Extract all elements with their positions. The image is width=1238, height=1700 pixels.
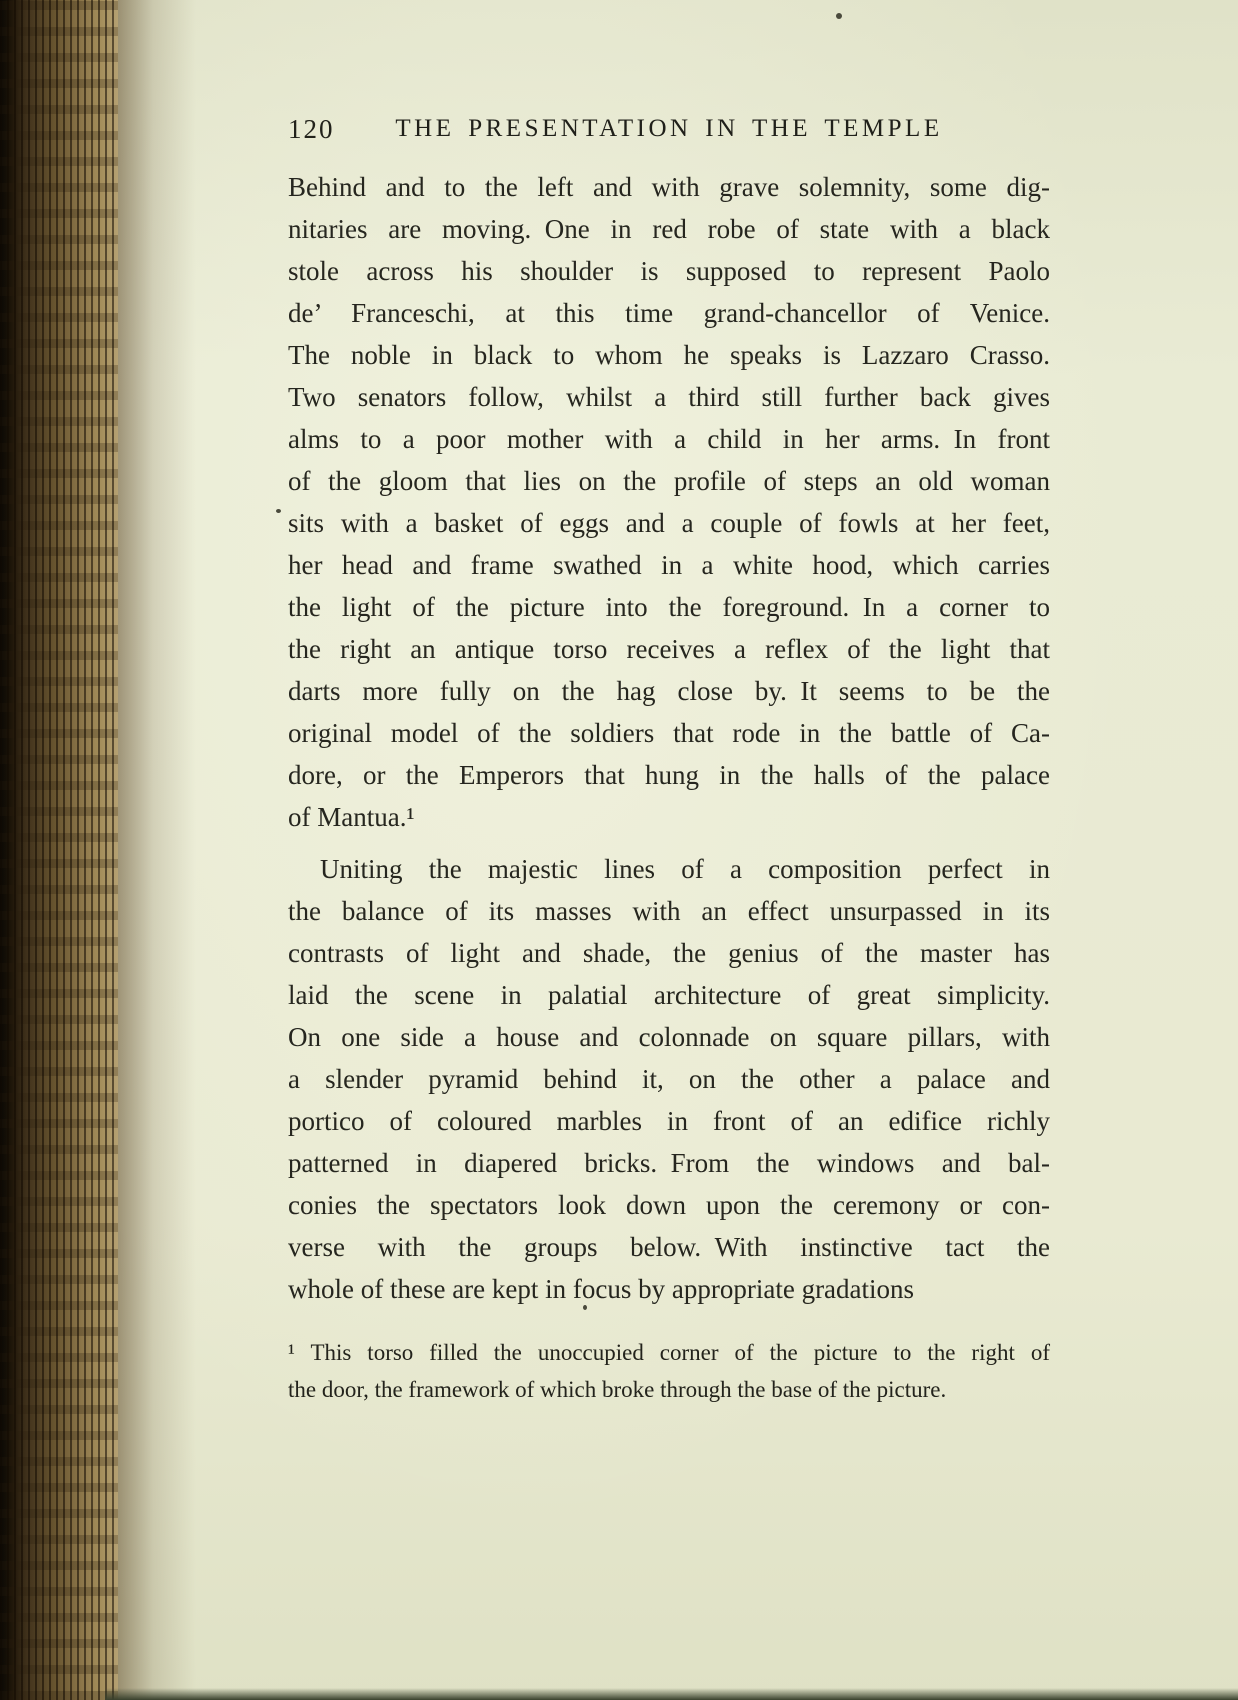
footnote-line: ¹ This torso filled the unoccupied corner of the picture to the right of [288,1340,1050,1365]
footnote-line: the door, the framework of which broke through the base of the picture. [288,1377,947,1402]
body-paragraphs [288,166,1050,1310]
text-line: original model of the soldiers that rode in the battle of Ca- [288,718,1050,748]
text-line: contrasts of light and shade, the genius of the master has [288,938,1050,968]
paragraph [288,848,1050,1310]
text-line: conies the spectators look down upon the ceremony or con- [288,1190,1050,1220]
book-spine-page-edges [0,0,118,1700]
scan-speck [276,509,281,513]
text-line: the right an antique torso receives a reflex of the light that [288,634,1050,664]
text-line: of Mantua.¹ [288,802,415,832]
running-header: THE PRESENTATION IN THE TEMPLE [395,115,943,142]
scan-speck [836,13,842,19]
text-line: portico of coloured marbles in front of an edifice richly [288,1106,1050,1136]
gutter-shadow [118,0,196,1700]
text-line: alms to a poor mother with a child in her arms. In front [288,424,1050,454]
text-line: verse with the groups below. With instinctive tact the [288,1232,1050,1262]
text-line: Uniting the majestic lines of a composition perfect in [320,854,1050,884]
text-line: Behind and to the left and with grave solemnity, some dig- [288,172,1050,202]
paragraph [288,166,1050,838]
text-line: of the gloom that lies on the profile of steps an old woman [288,466,1050,496]
footnote [288,1334,1050,1408]
text-line: whole of these are kept in focus by appropriate gradations [288,1274,915,1304]
text-line: The noble in black to whom he speaks is Lazzaro Crasso. [288,340,1050,370]
text-line: patterned in diapered bricks. From the windows and bal- [288,1148,1050,1178]
text-line: Two senators follow, whilst a third still further back gives [288,382,1050,412]
text-line: sits with a basket of eggs and a couple of fowls at her feet, [288,508,1050,538]
page-number: 120 [288,114,335,144]
text-line: the light of the picture into the foreground. In a corner to [288,592,1050,622]
text-line: nitaries are moving. One in red robe of state with a black [288,214,1050,244]
text-line: dore, or the Emperors that hung in the halls of the palace [288,760,1050,790]
text-line: laid the scene in palatial architecture of great simplicity. [288,980,1050,1010]
text-line: the balance of its masses with an effect unsurpassed in its [288,896,1050,926]
text-line: de’ Franceschi, at this time grand-chancellor of Venice. [288,298,1050,328]
text-column [288,108,1050,1408]
page-header-row [288,108,1050,150]
page-bottom-edge [105,1688,1238,1700]
text-line: a slender pyramid behind it, on the other a palace and [288,1064,1050,1094]
text-line: stole across his shoulder is supposed to represent Paolo [288,256,1050,286]
text-line: On one side a house and colonnade on square pillars, with [288,1022,1050,1052]
text-line: her head and frame swathed in a white hood, which carries [288,550,1050,580]
text-line: darts more fully on the hag close by. It seems to be the [288,676,1050,706]
